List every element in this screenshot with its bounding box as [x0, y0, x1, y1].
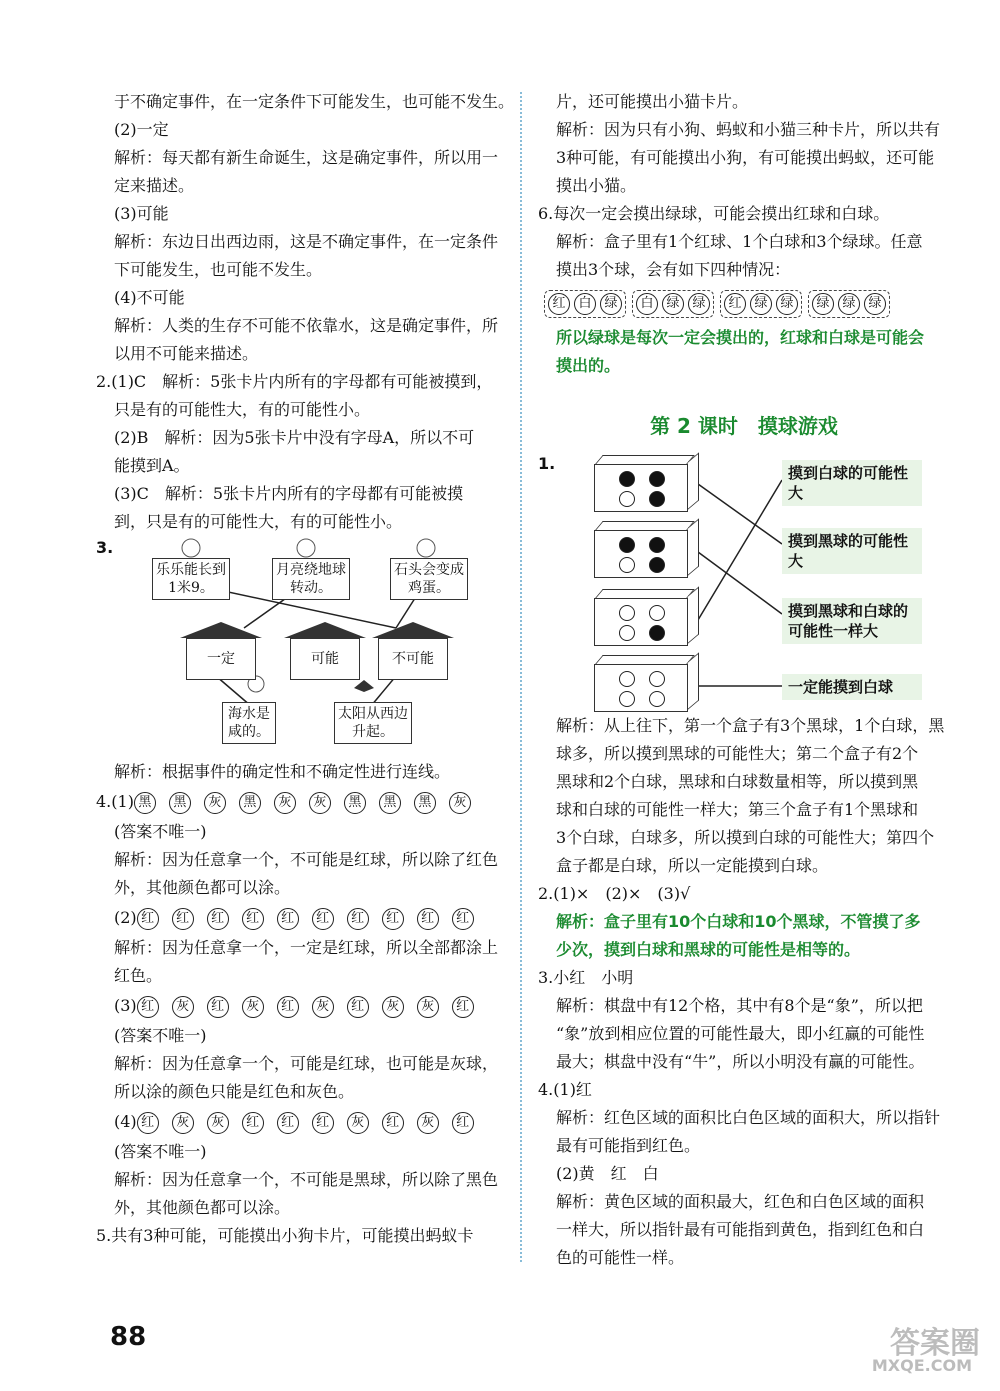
- event-card-1: 乐乐能长到1米9。: [152, 558, 230, 600]
- ball-circle: 白: [636, 293, 658, 315]
- ball-circle: 红: [452, 1112, 474, 1134]
- row-label: 4.(1): [96, 792, 134, 811]
- ball-circle: 灰: [417, 1112, 439, 1134]
- ball-circle: 绿: [776, 293, 798, 315]
- box-4: [594, 664, 688, 712]
- text-line: 球和白球的可能性一样大；第三个盒子有1个黑球和: [556, 800, 919, 819]
- text-line: 球多，所以摸到黑球的可能性大；第二个盒子有2个: [556, 744, 919, 763]
- text-line: (答案不唯一): [114, 1026, 207, 1045]
- option-4: 一定能摸到白球: [782, 674, 922, 700]
- box-matching-diagram: [538, 454, 950, 712]
- ball-circle: 灰: [207, 1112, 229, 1134]
- ball-circle: 红: [242, 908, 264, 930]
- ball-circle: 白: [574, 293, 596, 315]
- q2-answer: 2.(1)C 解析：5张卡片内所有的字母都有可能被摸到，: [96, 372, 493, 391]
- text-line: 所以绿球是每次一定会摸出的，红球和白球是可能会: [556, 328, 925, 347]
- text-line: (4)不可能: [114, 288, 185, 307]
- column-divider: [520, 92, 522, 1262]
- ball-circle: 黑: [379, 792, 401, 814]
- ball-circle: 灰: [312, 996, 334, 1018]
- ball-circle: 灰: [382, 996, 404, 1018]
- ball-circle: 灰: [449, 792, 471, 814]
- box-2: [594, 530, 688, 578]
- text-line: 片，还可能摸出小猫卡片。: [556, 92, 749, 111]
- text-line: 解析：东边日出西边雨，这是不确定事件，在一定条件: [114, 232, 499, 251]
- event-card-3: 石头会变成鸡蛋。: [390, 558, 468, 600]
- text-line: 解析：盒子里有1个红球、1个白球和3个绿球。任意: [556, 232, 923, 251]
- text-line: 定来描述。: [114, 176, 195, 195]
- ball-circle: 红: [382, 908, 404, 930]
- lesson-heading: 第 2 课时 摸球游戏: [650, 414, 838, 438]
- text-line: 解析：从上往下，第一个盒子有3个黑球，1个白球，黑: [556, 716, 945, 735]
- watermark-logo: 答案圈: [890, 1326, 980, 1361]
- circle-list: [137, 996, 487, 1015]
- ball-groups: [538, 284, 950, 324]
- ball-circle: 红: [724, 293, 746, 315]
- ball-group: [808, 290, 890, 318]
- ball-circle: 灰: [417, 996, 439, 1018]
- ball-circle: 红: [347, 908, 369, 930]
- ball-circle: 黑: [344, 792, 366, 814]
- text-line: 外，其他颜色都可以涂。: [114, 878, 291, 897]
- text-line: 以用不可能来描述。: [114, 344, 259, 363]
- p3-answer: 3.小红 小明: [538, 968, 634, 987]
- text-line: 解析：棋盘中有12个格，其中有8个是“象”，所以把: [556, 996, 923, 1015]
- q4-1-row: [96, 786, 508, 818]
- house-possible: 可能: [290, 636, 360, 680]
- ball-circle: 绿: [688, 293, 710, 315]
- watermark-url: MXQE.COM: [871, 1356, 972, 1375]
- text-line: 解析：盒子里有10个白球和10个黑球，不管摸了多: [556, 912, 921, 931]
- text-line: 解析：因为任意拿一个，可能是红球，也可能是灰球，: [114, 1054, 499, 1073]
- text-line: 最大；棋盘中没有“牛”，所以小明没有赢的可能性。: [556, 1052, 925, 1071]
- ball-circle: 绿: [600, 293, 622, 315]
- text-line: (2)黄 红 白: [556, 1164, 659, 1183]
- text-line: 红色。: [114, 966, 163, 985]
- ball-circle: 红: [137, 996, 159, 1018]
- text-line: “象”放到相应位置的可能性最大，即小红赢的可能性: [556, 1024, 925, 1043]
- page-number: 88: [110, 1322, 147, 1352]
- ball-circle: 红: [277, 996, 299, 1018]
- ball-circle: 绿: [662, 293, 684, 315]
- ball-circle: 红: [137, 908, 159, 930]
- text-line: 解析：因为只有小狗、蚂蚁和小猫三种卡片，所以共有: [556, 120, 941, 139]
- text-line: 到，只是有的可能性大，有的可能性小。: [114, 512, 403, 531]
- q5-answer: 5.共有3种可能，可能摸出小狗卡片，可能摸出蚂蚁卡: [96, 1226, 474, 1245]
- row-label: (3): [114, 996, 137, 1015]
- ball-circle: 灰: [242, 996, 264, 1018]
- q4-3-row: [96, 990, 508, 1022]
- text-line: 解析：因为任意拿一个，不可能是黑球，所以除了黑色: [114, 1170, 499, 1189]
- ball-circle: 红: [452, 996, 474, 1018]
- ball-group: [544, 290, 626, 318]
- text-line: 少次，摸到白球和黑球的可能性是相等的。: [556, 940, 861, 959]
- ball-circle: 灰: [172, 1112, 194, 1134]
- text-line: 一样大，所以指针最有可能指到黄色，指到红色和白: [556, 1220, 925, 1239]
- ball-circle: 绿: [812, 293, 834, 315]
- ball-circle: 红: [452, 908, 474, 930]
- text-line: (3)可能: [114, 204, 169, 223]
- circle-list: [134, 792, 484, 811]
- ball-circle: 红: [417, 908, 439, 930]
- ball-circle: 红: [172, 908, 194, 930]
- ball-circle: 红: [382, 1112, 404, 1134]
- house-impossible: 不可能: [378, 636, 448, 680]
- ball-circle: 灰: [172, 996, 194, 1018]
- ball-circle: 黑: [134, 792, 156, 814]
- text-line: 只是有的可能性大，有的可能性小。: [114, 400, 371, 419]
- event-card-2: 月亮绕地球转动。: [272, 558, 350, 600]
- text-line: 摸出3个球，会有如下四种情况：: [556, 260, 791, 279]
- box-1: [594, 464, 688, 512]
- q4-2-row: [96, 902, 508, 934]
- q3-number: 3.: [96, 538, 114, 557]
- text-line: 下可能发生，也可能不发生。: [114, 260, 323, 279]
- q3-diagram: [96, 536, 508, 758]
- text-line: 解析：每天都有新生命诞生，这是确定事件，所以用一: [114, 148, 499, 167]
- ball-circle: 红: [312, 908, 334, 930]
- ball-circle: 红: [137, 1112, 159, 1134]
- ball-circle: 黑: [239, 792, 261, 814]
- text-line: (2)一定: [114, 120, 169, 139]
- text-line: 外，其他颜色都可以涂。: [114, 1198, 291, 1217]
- q4-4-row: [96, 1106, 508, 1138]
- text-line: (3)C 解析：5张卡片内所有的字母都有可能被摸: [114, 484, 464, 503]
- ball-circle: 绿: [750, 293, 772, 315]
- circle-list: [137, 908, 487, 927]
- ball-circle: 绿: [838, 293, 860, 315]
- row-label: (2): [114, 908, 137, 927]
- ball-circle: 绿: [864, 293, 886, 315]
- ball-circle: 灰: [274, 792, 296, 814]
- ball-group: [720, 290, 802, 318]
- ball-circle: 红: [277, 1112, 299, 1134]
- text-line: 能摸到A。: [114, 456, 190, 475]
- ball-circle: 红: [312, 1112, 334, 1134]
- ball-circle: 红: [242, 1112, 264, 1134]
- option-3: 摸到黑球和白球的可能性一样大: [782, 598, 922, 644]
- text-line: 解析：黄色区域的面积最大，红色和白色区域的面积: [556, 1192, 925, 1211]
- ball-circle: 红: [277, 908, 299, 930]
- text-line: 3个白球，白球多，所以摸到白球的可能性大；第四个: [556, 828, 935, 847]
- ball-group: [632, 290, 714, 318]
- text-line: 摸出的。: [556, 356, 621, 375]
- ball-circle: 红: [207, 996, 229, 1018]
- ball-circle: 黑: [169, 792, 191, 814]
- text-line: 色的可能性一样。: [556, 1248, 685, 1267]
- option-2: 摸到黑球的可能性大: [782, 528, 922, 574]
- text-line: 解析：红色区域的面积比白色区域的面积大，所以指针: [556, 1108, 941, 1127]
- row-label: (4): [114, 1112, 137, 1131]
- text-line: (答案不唯一): [114, 1142, 207, 1161]
- event-card-4: 海水是咸的。: [222, 702, 276, 744]
- ball-circle: 红: [347, 996, 369, 1018]
- left-column: [96, 88, 515, 1250]
- circle-list: [137, 1112, 487, 1131]
- house-certain: 一定: [186, 636, 256, 680]
- q6-answer: 6.每次一定会摸出绿球，可能会摸出红球和白球。: [538, 204, 890, 223]
- text-line: 盒子都是白球，所以一定能摸到白球。: [556, 856, 829, 875]
- ball-circle: 黑: [414, 792, 436, 814]
- text-line: 解析：因为任意拿一个，一定是红球，所以全部都涂上: [114, 938, 499, 957]
- ball-circle: 灰: [204, 792, 226, 814]
- text-line: 解析：人类的生存不可能不依靠水，这是确定事件，所: [114, 316, 499, 335]
- text-line: 3种可能，有可能摸出小狗，有可能摸出蚂蚁，还可能: [556, 148, 935, 167]
- box-3: [594, 598, 688, 646]
- text-line: 解析：因为任意拿一个，不可能是红球，所以除了红色: [114, 850, 499, 869]
- ball-circle: 红: [548, 293, 570, 315]
- p1-number: 1.: [538, 454, 556, 473]
- text-line: 所以涂的颜色只能是红色和灰色。: [114, 1082, 355, 1101]
- ball-circle: 灰: [347, 1112, 369, 1134]
- option-1: 摸到白球的可能性大: [782, 460, 922, 506]
- text-line: 摸出小猫。: [556, 176, 637, 195]
- ball-circle: 灰: [309, 792, 331, 814]
- ball-circle: 红: [207, 908, 229, 930]
- text-line: 解析：根据事件的确定性和不确定性进行连线。: [114, 762, 451, 781]
- text-line: 于不确定事件，在一定条件下可能发生，也可能不发生。: [114, 92, 515, 111]
- right-column: [538, 88, 950, 1272]
- text-line: (答案不唯一): [114, 822, 207, 841]
- p2-answer: 2.(1)× (2)× (3)√: [538, 884, 691, 903]
- text-line: 黑球和2个白球，黑球和白球数量相等，所以摸到黑: [556, 772, 919, 791]
- text-line: (2)B 解析：因为5张卡片中没有字母A，所以不可: [114, 428, 475, 447]
- text-line: 最有可能指到红色。: [556, 1136, 701, 1155]
- p4-answer: 4.(1)红: [538, 1080, 592, 1099]
- event-card-5: 太阳从西边升起。: [334, 702, 412, 744]
